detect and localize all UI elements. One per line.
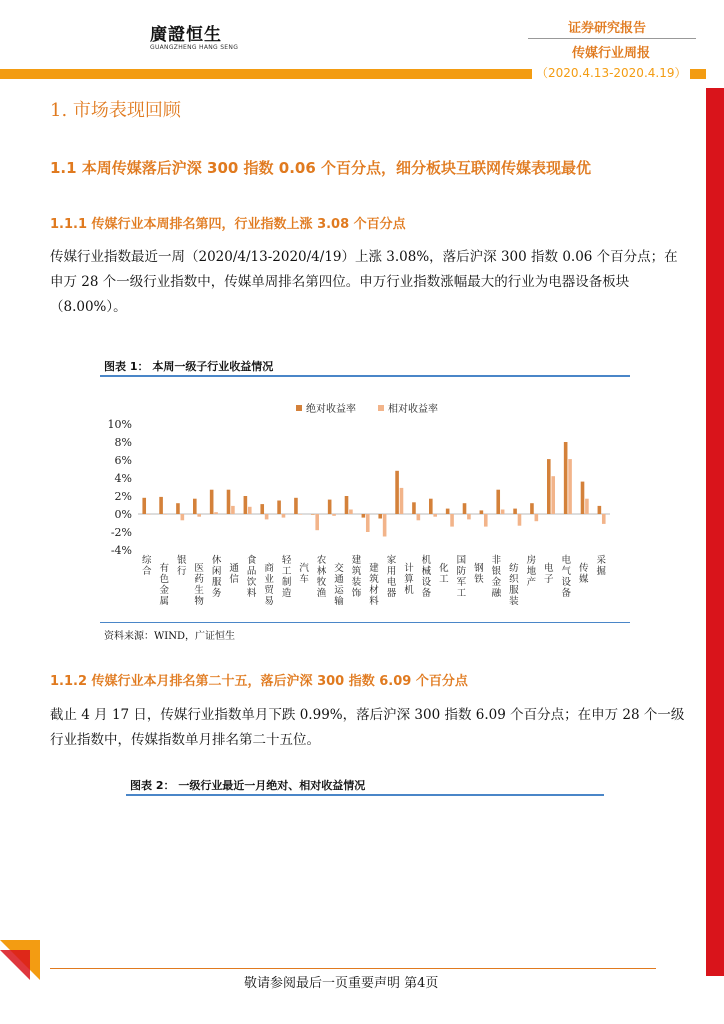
x-tick-char: 电 [544, 563, 554, 574]
x-tick-char: 传 [579, 563, 589, 574]
x-tick-char: 药 [194, 574, 204, 585]
bar-absolute-return [244, 496, 248, 514]
x-tick-char: 林 [316, 566, 327, 577]
bar-absolute-return [446, 509, 450, 514]
x-tick-char: 服 [211, 577, 222, 588]
legend-label-absolute: 绝对收益率 [306, 404, 356, 415]
bar-relative-return [214, 512, 218, 514]
x-tick-char: 工 [456, 588, 467, 599]
x-tick-char: 品 [246, 566, 257, 577]
y-tick-label: 10% [107, 418, 132, 431]
x-tick-char: 医 [194, 563, 204, 574]
paragraph-weekly: 传媒行业指数最近一周（2020/4/13-2020/4/19）上涨 3.08%，落后沪深 300 指数 0.06 个百分点；在申万 28 个一级行业指数中，传媒单周排名第四位。申万行业指数涨幅最大的行业为电器设备板块（8.00%）。 [50, 249, 678, 315]
bar-relative-return [417, 514, 421, 520]
bar-absolute-return [496, 490, 500, 514]
x-tick-char: 饮 [246, 577, 257, 588]
x-tick-label [562, 554, 572, 599]
bar-relative-return [467, 514, 471, 519]
x-tick-char: 通 [334, 574, 344, 585]
x-tick-char: 纺 [509, 563, 519, 574]
x-tick-char: 饰 [351, 588, 362, 599]
x-tick-char: 设 [421, 577, 432, 588]
bar-relative-return [315, 514, 319, 530]
legend-label-relative: 相对收益率 [388, 404, 438, 415]
bar-absolute-return [395, 471, 399, 514]
x-tick-label [597, 554, 607, 577]
x-tick-label [159, 562, 169, 607]
x-tick-label [194, 563, 204, 607]
section-title: 1. 市场表现回顾 [50, 100, 181, 121]
x-tick-char: 银 [176, 555, 187, 566]
x-tick-char: 融 [491, 588, 502, 599]
x-tick-char: 汽 [299, 563, 309, 574]
x-tick-char: 工 [439, 574, 449, 585]
weekly-return-chart [100, 400, 630, 620]
x-tick-char: 器 [386, 588, 397, 599]
x-tick-char: 算 [404, 574, 414, 585]
x-tick-char: 筑 [369, 574, 379, 585]
x-tick-char: 运 [334, 585, 344, 596]
figure2-title: 图表 2： 一级行业最近一月绝对、相对收益情况 [130, 779, 366, 792]
bar-absolute-return [429, 499, 433, 514]
x-tick-char: 机 [404, 585, 414, 596]
bar-relative-return [147, 514, 151, 515]
bar-absolute-return [227, 490, 231, 514]
x-tick-char: 电 [561, 555, 572, 566]
y-tick-label: 6% [114, 454, 132, 467]
x-tick-char: 合 [141, 566, 152, 577]
bar-relative-return [231, 506, 235, 514]
bar-absolute-return [581, 482, 585, 514]
bar-absolute-return [210, 490, 214, 514]
x-tick-label [334, 562, 344, 607]
x-tick-char: 有 [159, 563, 169, 574]
x-tick-label [492, 554, 502, 599]
bar-relative-return [181, 514, 185, 520]
x-tick-char: 建 [351, 555, 362, 566]
x-tick-char: 军 [456, 577, 467, 588]
x-tick-label [369, 562, 379, 607]
x-tick-label [527, 554, 537, 588]
x-tick-char: 房 [526, 555, 537, 566]
bar-absolute-return [142, 498, 146, 514]
x-tick-char: 家 [386, 555, 397, 566]
x-tick-char: 综 [141, 555, 152, 566]
x-tick-char: 建 [369, 563, 379, 574]
x-tick-char: 金 [159, 585, 169, 596]
bar-absolute-return [547, 459, 551, 514]
bar-relative-return [518, 514, 522, 526]
x-tick-char: 商 [264, 563, 274, 574]
x-tick-char: 化 [439, 563, 449, 574]
x-tick-char: 休 [211, 555, 222, 566]
bar-relative-return [400, 488, 404, 514]
x-tick-char: 机 [421, 555, 432, 566]
bar-absolute-return [260, 504, 264, 514]
date-range: （2020.4.13-2020.4.19） [532, 64, 690, 81]
bar-relative-return [585, 499, 589, 514]
x-tick-char: 轻 [281, 555, 292, 566]
x-tick-char: 非 [491, 555, 502, 566]
x-tick-char: 渔 [316, 588, 327, 599]
x-tick-label [457, 555, 467, 599]
bar-relative-return [551, 476, 555, 514]
x-tick-char: 设 [561, 577, 572, 588]
x-tick-label [509, 562, 519, 607]
bar-absolute-return [564, 442, 568, 514]
x-tick-char: 业 [264, 574, 274, 585]
x-tick-char: 备 [421, 588, 432, 599]
bar-absolute-return [328, 500, 332, 514]
bar-absolute-return [345, 496, 349, 514]
x-tick-char: 铁 [474, 574, 484, 585]
x-tick-char: 银 [491, 566, 502, 577]
footer-divider [50, 968, 656, 969]
x-tick-char: 用 [386, 566, 397, 577]
bar-absolute-return [294, 498, 298, 514]
x-tick-char: 产 [526, 577, 537, 588]
bar-relative-return [349, 510, 353, 515]
x-tick-char: 钢 [474, 563, 484, 574]
bar-absolute-return [193, 499, 197, 514]
bar-absolute-return [378, 514, 382, 519]
x-tick-char: 行 [176, 566, 187, 577]
x-tick-label [282, 554, 292, 599]
bar-absolute-return [412, 502, 416, 514]
y-tick-label: -2% [110, 526, 132, 539]
x-tick-label [579, 562, 589, 585]
x-tick-label [474, 562, 484, 585]
bar-absolute-return [159, 497, 163, 514]
x-tick-char: 物 [194, 596, 204, 607]
x-tick-label [352, 554, 362, 599]
x-tick-char: 农 [316, 555, 327, 566]
x-tick-char: 输 [334, 596, 344, 607]
x-tick-char: 备 [561, 588, 572, 599]
bar-relative-return [366, 514, 370, 532]
logo-text: 廣證恒生 [150, 25, 222, 45]
x-tick-char: 色 [159, 574, 169, 585]
bar-absolute-return [311, 514, 315, 515]
subsubsection-title-1: 1.1.1 传媒行业本周排名第四，行业指数上涨 3.08 个百分点 [50, 217, 406, 232]
y-tick-label: 4% [114, 472, 132, 485]
x-tick-char: 闲 [211, 566, 222, 577]
x-tick-char: 料 [246, 588, 257, 599]
x-tick-char: 电 [386, 577, 397, 588]
x-tick-char: 金 [491, 577, 502, 588]
x-tick-char: 交 [334, 563, 344, 574]
x-tick-char: 织 [509, 574, 519, 585]
side-red-bar [706, 88, 724, 976]
bar-absolute-return [598, 506, 602, 514]
bar-relative-return [299, 514, 303, 515]
bar-absolute-return [277, 501, 281, 515]
bar-absolute-return [362, 514, 366, 518]
bar-relative-return [535, 514, 539, 521]
x-tick-char: 料 [369, 596, 379, 607]
x-tick-char: 掘 [596, 566, 607, 577]
bar-relative-return [197, 514, 201, 517]
bar-relative-return [282, 514, 286, 518]
x-tick-char: 牧 [316, 577, 327, 588]
y-tick-label: 8% [114, 436, 132, 449]
bar-relative-return [602, 514, 606, 524]
x-tick-char: 地 [526, 566, 537, 577]
x-tick-char: 计 [404, 563, 414, 574]
x-tick-char: 装 [351, 577, 362, 588]
bar-absolute-return [513, 509, 517, 514]
x-tick-label [212, 554, 222, 599]
y-tick-label: -4% [110, 544, 132, 557]
x-tick-char: 械 [421, 566, 432, 577]
x-tick-char: 贸 [264, 585, 274, 596]
y-tick-label: 0% [114, 508, 132, 521]
x-tick-char: 防 [456, 566, 467, 577]
bar-relative-return [248, 507, 252, 514]
x-tick-label [404, 562, 414, 596]
footer-text: 敬请参阅最后一页重要声明 第4页 [244, 976, 439, 991]
bar-relative-return [450, 514, 454, 527]
bar-absolute-return [463, 503, 467, 514]
x-tick-char: 筑 [351, 566, 362, 577]
x-tick-label [142, 554, 152, 577]
x-tick-char: 造 [281, 588, 292, 599]
bar-relative-return [383, 514, 387, 537]
x-tick-char: 生 [194, 585, 204, 596]
corner-decoration [0, 940, 40, 980]
bar-absolute-return [480, 510, 484, 514]
figure1-bottom-rule [100, 622, 630, 623]
bar-relative-return [501, 510, 505, 515]
subsubsection-title-2: 1.1.2 传媒行业本月排名第二十五，落后沪深 300 指数 6.09 个百分点 [50, 674, 468, 689]
x-tick-char: 子 [544, 574, 554, 585]
x-tick-label [177, 554, 187, 577]
bar-relative-return [265, 514, 269, 519]
x-tick-char: 食 [246, 555, 257, 566]
x-tick-label [439, 562, 449, 585]
x-tick-char: 工 [281, 566, 292, 577]
legend-swatch-absolute [296, 405, 302, 411]
figure1-title: 图表 1： 本周一级子行业收益情况 [104, 360, 274, 373]
x-tick-label [422, 554, 432, 599]
x-tick-char: 采 [596, 555, 607, 566]
x-tick-char: 务 [211, 588, 222, 599]
legend-swatch-relative [378, 405, 384, 411]
bar-absolute-return [530, 503, 534, 514]
figure1-top-rule [100, 375, 630, 377]
x-tick-char: 气 [561, 566, 572, 577]
y-tick-label: 2% [114, 490, 132, 503]
x-tick-char: 制 [281, 577, 292, 588]
x-tick-char: 信 [229, 574, 239, 585]
bar-relative-return [332, 514, 336, 516]
header-divider [528, 38, 696, 39]
x-tick-char: 材 [369, 585, 379, 596]
x-tick-label [247, 554, 257, 599]
x-tick-char: 车 [299, 574, 309, 585]
report-name: 传媒行业周报 [572, 46, 651, 61]
x-tick-label [317, 554, 327, 599]
bar-relative-return [484, 514, 488, 527]
x-tick-char: 属 [159, 596, 169, 607]
figure1-source: 资料来源：WIND，广证恒生 [104, 631, 235, 642]
report-type: 证券研究报告 [568, 21, 647, 36]
x-tick-char: 装 [509, 596, 519, 607]
subsection-title: 1.1 本周传媒落后沪深 300 指数 0.06 个百分点，细分板块互联网传媒表现最优 [50, 159, 592, 177]
logo-subtext: GUANGZHENG HANG SENG [150, 44, 239, 51]
x-tick-label [229, 563, 239, 585]
x-tick-char: 通 [229, 563, 239, 574]
x-tick-char: 国 [456, 555, 467, 566]
x-tick-label [544, 562, 554, 585]
bar-relative-return [164, 514, 168, 515]
x-tick-char: 媒 [579, 574, 589, 585]
figure2-top-rule [126, 794, 604, 796]
x-tick-label [387, 554, 397, 599]
bar-relative-return [433, 514, 437, 517]
x-tick-char: 易 [264, 596, 274, 607]
bar-relative-return [568, 459, 572, 514]
x-tick-label [264, 562, 274, 607]
x-tick-char: 服 [509, 585, 519, 596]
paragraph-monthly: 截止 4 月 17 日，传媒行业指数单月下跌 0.99%，落后沪深 300 指数 6.09 个百分点；在申万 28 个一级行业指数中，传媒指数单月排名第二十五位。 [50, 707, 685, 748]
x-tick-label [299, 562, 309, 585]
bar-absolute-return [176, 503, 180, 514]
